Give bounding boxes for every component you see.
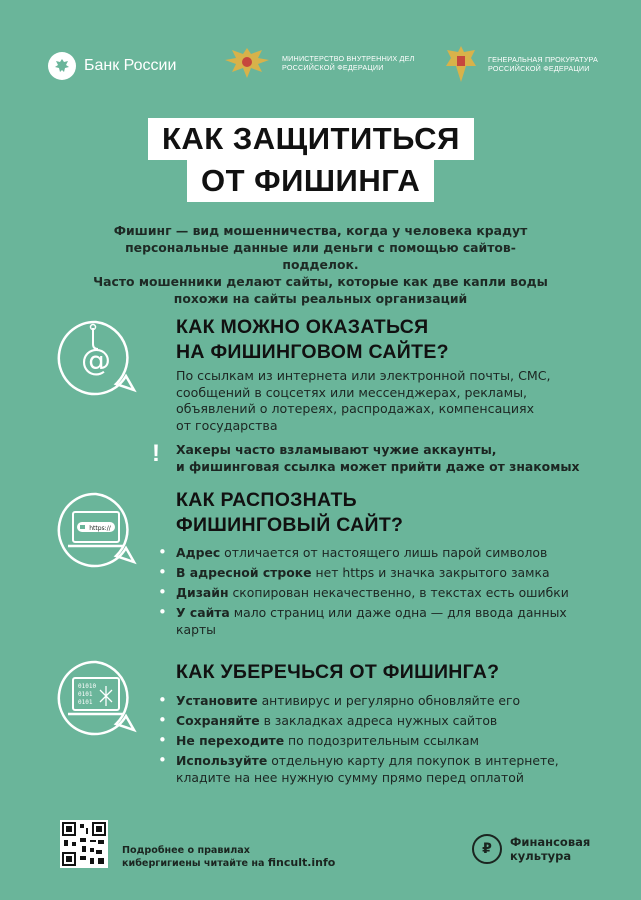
list-item: • В адресной строке нет https и значка закрытого замка [158,564,578,581]
section1-paragraph [176,368,576,434]
warning-line-2: и фишинговая ссылка может прийти даже от знакомых [176,458,580,474]
mvd-emblem-icon [222,44,272,82]
svg-text:0101: 0101 [78,699,93,706]
financial-culture-logo [472,834,590,864]
main-title-line-1: КАК ЗАЩИТИТЬСЯ [148,118,474,160]
fincult-link[interactable]: fincult.info [267,856,336,869]
section1-heading [176,315,449,365]
list-item: • У сайта мало страниц или даже одна — для ввода данных карты [158,604,578,638]
section1-heading-line-2: НА ФИШИНГОВОМ САЙТЕ? [176,341,449,363]
list-item: • Не переходите по подозрительным ссылкам [158,732,578,749]
list-item: • Сохраняйте в закладках адреса нужных сайтов [158,712,578,729]
fin-line-1: Финансовая [510,835,591,849]
prosecutor-emblem-icon [444,44,478,84]
section2-heading-line-2: ФИШИНГОВЫЙ САЙТ? [176,514,404,536]
section1-para-line-3: объявлений о лотереях, распродажах, компенсациях [176,401,535,416]
section2-heading-line-1: КАК РАСПОЗНАТЬ [176,489,357,511]
svg-text:0101: 0101 [78,691,93,698]
ruble-icon: ₽ [472,834,502,864]
eagle-icon [48,52,76,80]
gp-line-1: ГЕНЕРАЛЬНАЯ ПРОКУРАТУРА [488,55,598,64]
main-title-line-2: ОТ ФИШИНГА [187,160,434,202]
phishing-hook-icon [56,318,136,398]
prosecutor-logo [444,44,598,84]
footer-line-2: кибергигиены читайте на [122,858,265,869]
section1-warning [176,442,580,475]
footer-line-1: Подробнее о правилах [122,845,250,856]
svg-text:01010: 01010 [78,683,97,690]
gp-line-2: РОССИЙСКОЙ ФЕДЕРАЦИИ [488,64,590,73]
intro-line-2: персональные данные или деньги с помощью сайтов-подделок. [125,240,516,272]
mvd-logo [222,44,415,82]
bank-name: Банк России [84,57,177,74]
intro-line-3: Часто мошенники делают сайты, которые как две капли воды [93,274,548,289]
https-text: https:// [89,525,111,532]
warning-icon: ! [152,440,160,467]
fin-line-2: культура [510,849,572,863]
mvd-line-2: РОССИЙСКОЙ ФЕДЕРАЦИИ [282,63,384,72]
intro-text [90,222,551,307]
intro-line-1: Фишинг — вид мошенничества, когда у человека крадут [113,223,528,238]
section1-para-line-4: от государства [176,417,278,433]
svg-text:@: @ [81,343,111,378]
section1-para-line-2: сообщений в соцсетях или мессенджерах, рекламы, [176,384,528,400]
section3-list [158,692,578,789]
laptop-https-icon [56,490,136,570]
bank-of-russia-logo [48,52,176,80]
section3-heading: КАК УБЕРЕЧЬСЯ ОТ ФИШИНГА? [176,661,500,683]
mvd-line-1: МИНИСТЕРСТВО ВНУТРЕННИХ ДЕЛ [282,54,415,63]
warning-line-1: Хакеры часто взламывают чужие аккаунты, [176,442,497,457]
section1-para-line-1: По ссылкам из интернета или электронной почты, СМС, [176,368,551,383]
section2-list [158,544,578,641]
laptop-bug-icon [56,658,136,738]
section2-heading [176,488,403,538]
list-item: • Установите антивирус и регулярно обновляйте его [158,692,578,709]
list-item: • Дизайн скопирован некачественно, в текстах есть ошибки [158,584,578,601]
list-item: • Адрес отличается от настоящего лишь парой символов [158,544,578,561]
list-item: • Используйте отдельную карту для покупок в интернете, кладите на нее нужную сумму прямо перед оплатой [158,752,578,786]
section1-heading-line-1: КАК МОЖНО ОКАЗАТЬСЯ [176,316,429,338]
intro-line-4: похожи на сайты реальных организаций [173,291,468,306]
footer-more-info [122,845,335,870]
qr-code[interactable] [60,820,108,868]
